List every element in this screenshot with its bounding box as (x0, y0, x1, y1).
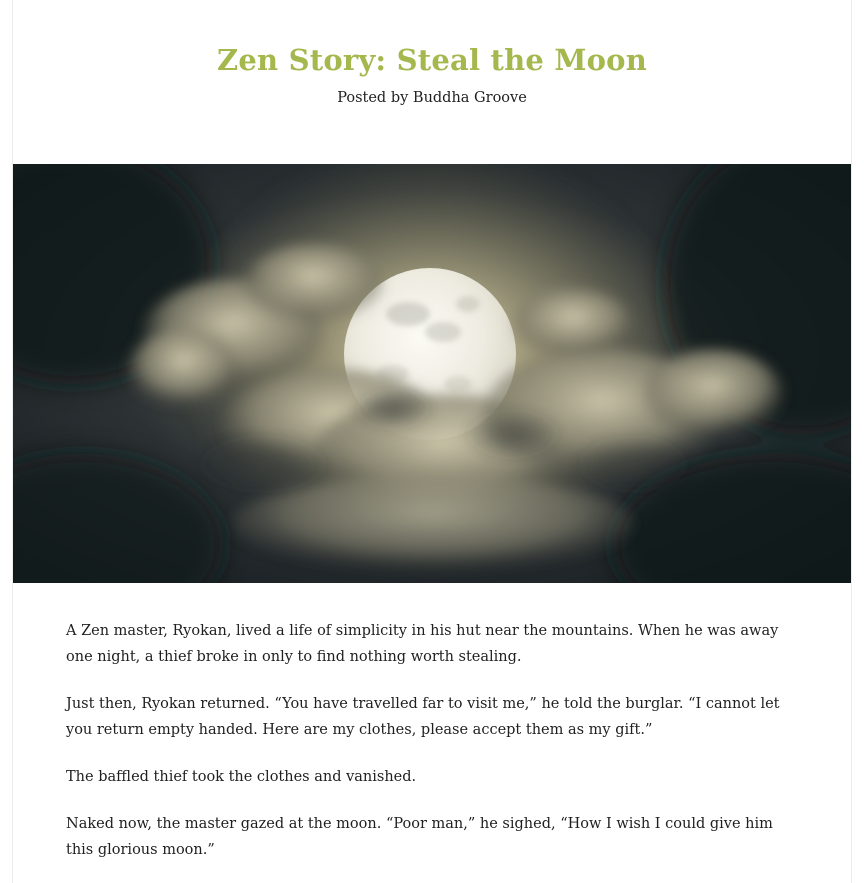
hero-image-moon (13, 164, 851, 583)
post-byline: Posted by Buddha Groove (337, 90, 527, 106)
article-paragraph: A Zen master, Ryokan, lived a life of simplicity in his hut near the mountains. When he was away one night, a thief broke in only to find nothing worth stealing. (66, 623, 779, 665)
article-paragraph: The baffled thief took the clothes and vanished. (66, 769, 417, 785)
article-paragraph: Naked now, the master gazed at the moon. “Poor man,” he sighed, “How I wish I could give him this glorious moon.” (66, 816, 773, 858)
content-frame-right-border (851, 0, 852, 883)
article-paragraph: Just then, Ryokan returned. “You have travelled far to visit me,” he told the burglar. “I cannot let you return empty handed. Here are my clothes, please accept them as my gift.” (66, 696, 780, 738)
post-title: Zen Story: Steal the Moon (216, 43, 647, 77)
article-body (66, 618, 798, 883)
